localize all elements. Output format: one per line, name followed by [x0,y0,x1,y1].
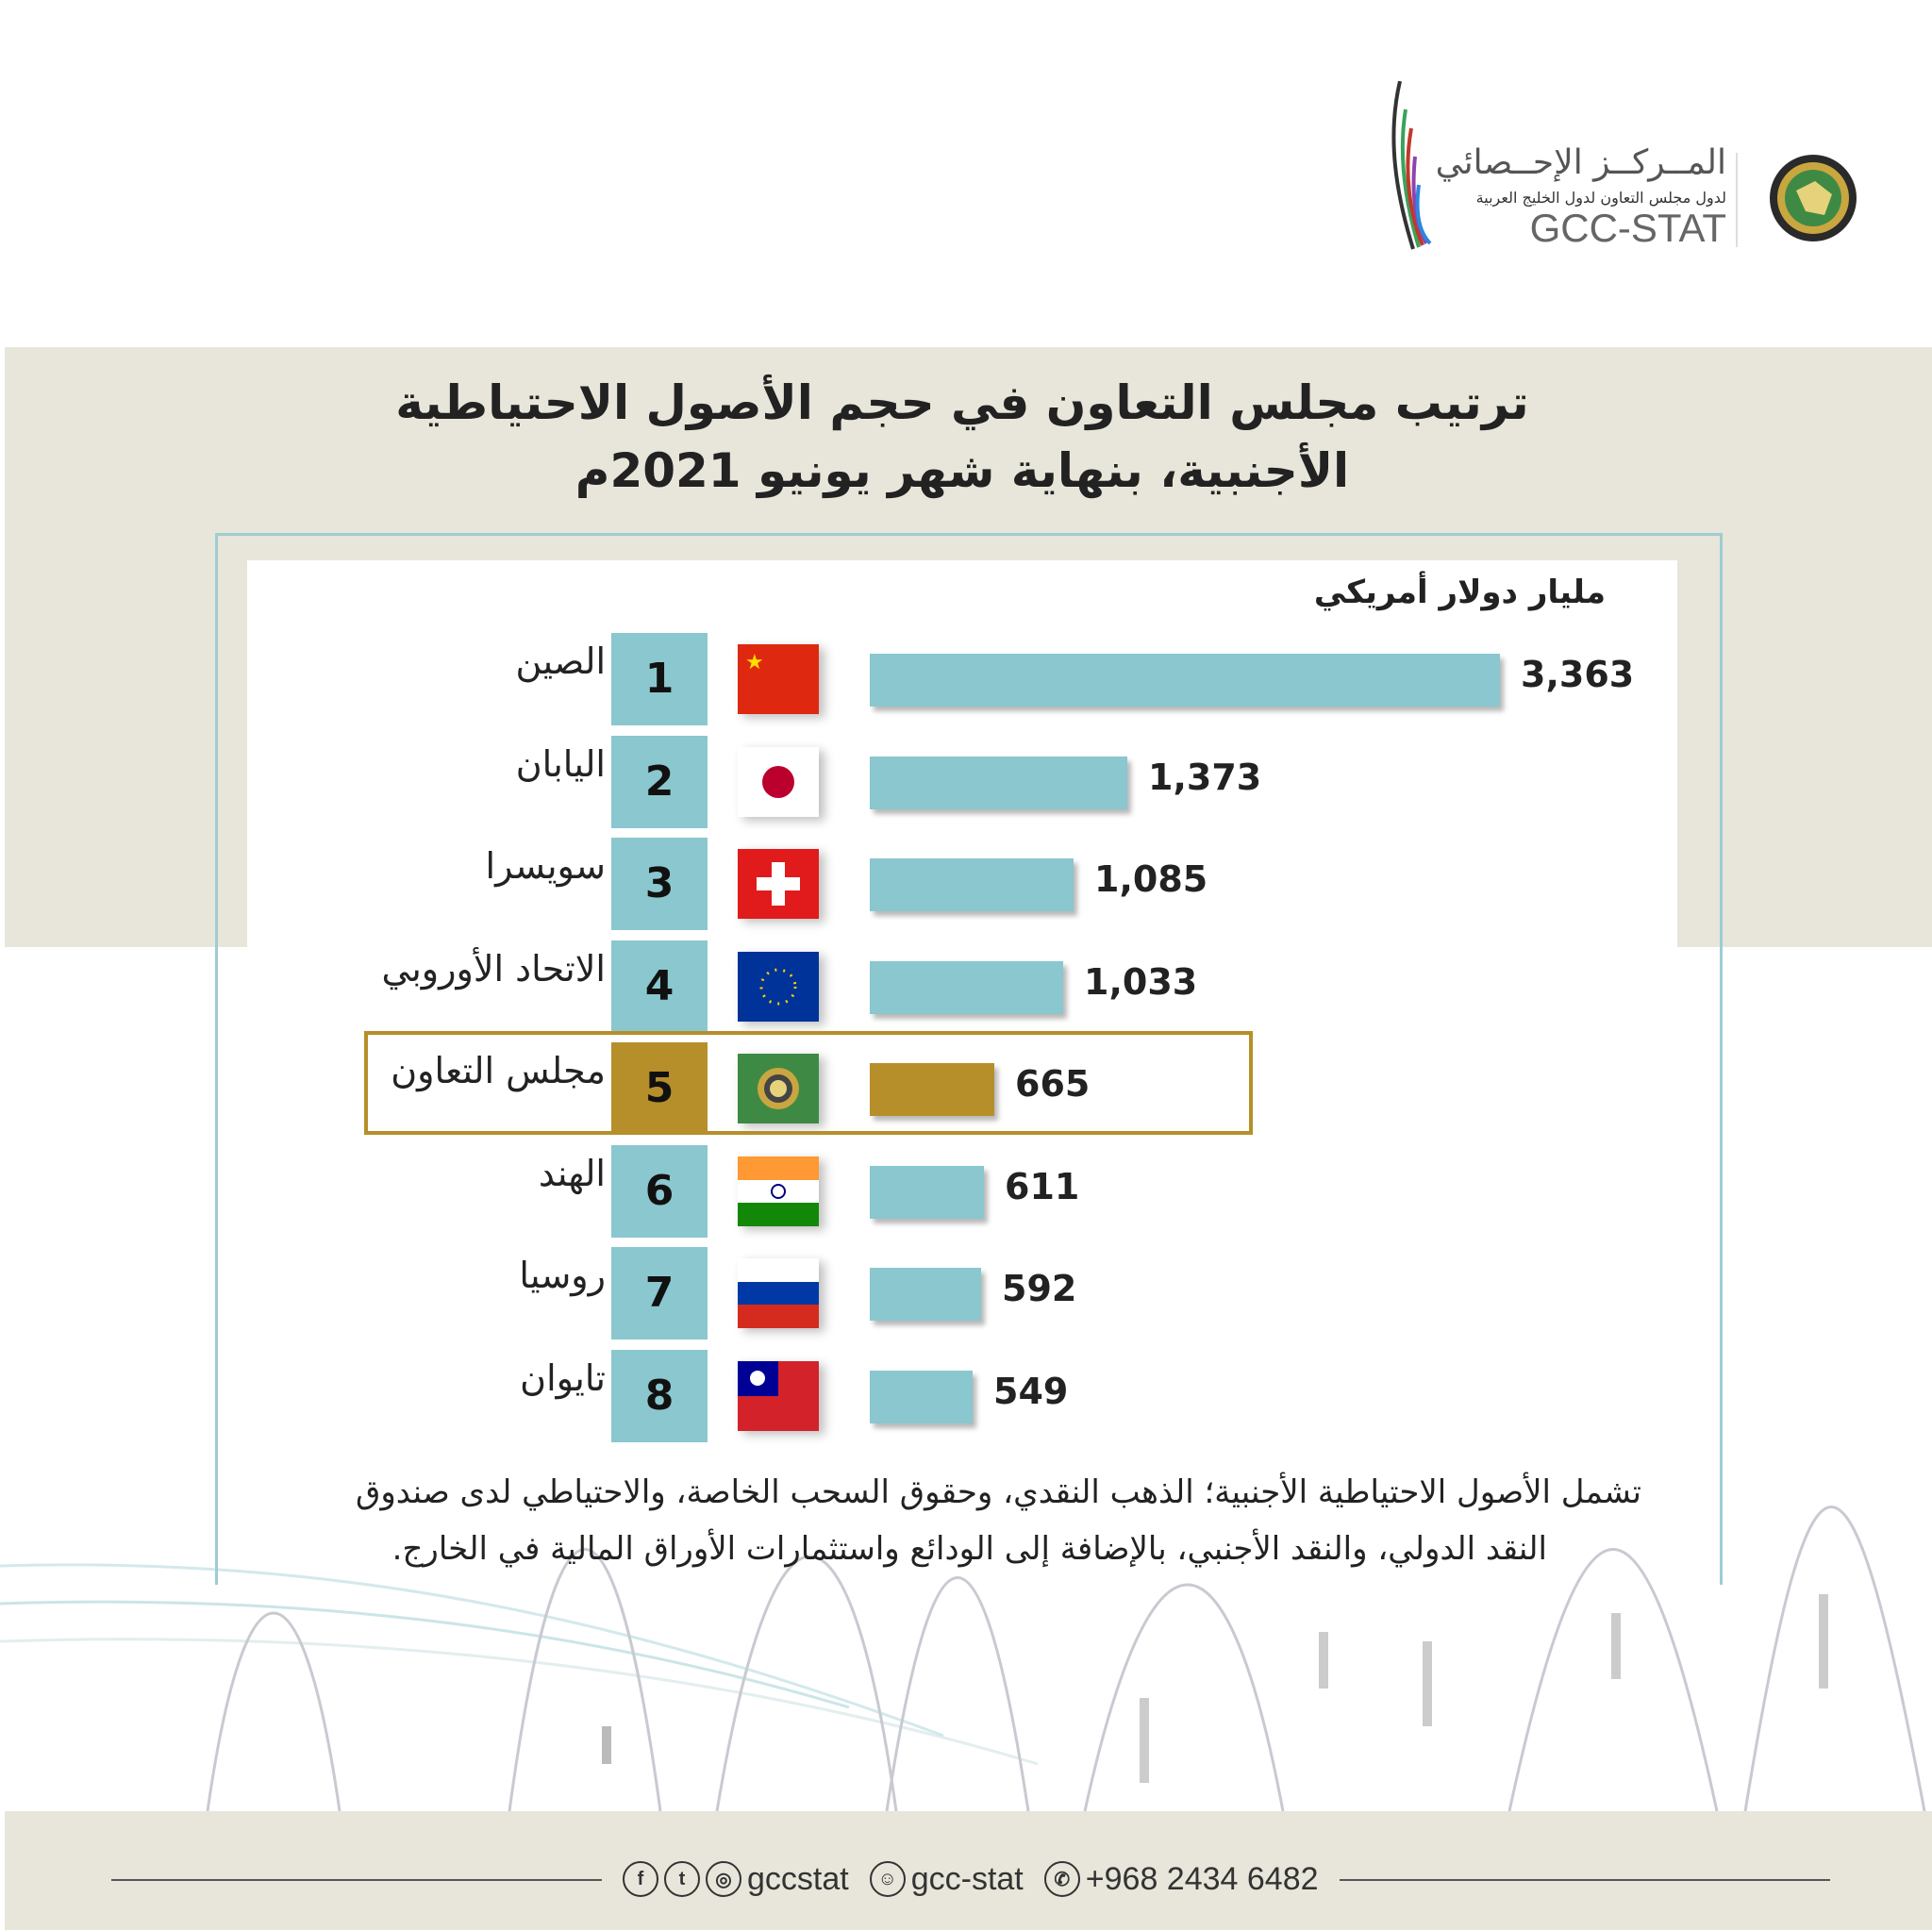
bar [870,757,1127,809]
gcc-emblem-icon [1768,153,1858,243]
footer-line-right [1340,1879,1830,1881]
data-label: 1,085 [1094,858,1208,900]
bar [870,1371,973,1423]
twitter-icon[interactable]: t [664,1861,700,1897]
whatsapp-icon[interactable]: ✆ [1044,1861,1080,1897]
bar [870,961,1063,1014]
category-label: مجلس التعاون [391,1050,606,1091]
data-label: 611 [1005,1165,1080,1207]
logo-arabic-name: المــركــز الإحــصائي [1435,143,1726,182]
facebook-icon[interactable]: f [623,1861,658,1897]
data-label: 665 [1015,1063,1091,1105]
category-label: الهند [538,1152,606,1194]
gcc-stat-logo [1387,75,1877,264]
gcc-highlight-frame [364,1031,1253,1135]
india-flag-icon [738,1156,819,1226]
logo-separator [1736,153,1738,247]
snapchat-icon[interactable]: ☺ [870,1861,906,1897]
data-label: 549 [993,1370,1069,1412]
category-label: الاتحاد الأوروبي [381,947,606,990]
category-label: الصين [515,641,606,682]
rank-badge: 7 [611,1247,708,1339]
rank-badge: 8 [611,1350,708,1442]
rank-badge: 5 [611,1042,708,1135]
rank-badge: 1 [611,633,708,725]
rank-badge: 2 [611,736,708,828]
rank-badge: 3 [611,838,708,930]
svg-text:★: ★ [745,651,764,674]
logo-english-name: GCC-STAT [1529,206,1726,250]
social-handle[interactable]: gccstat [747,1860,849,1897]
bar [870,654,1500,707]
instagram-icon[interactable]: ◎ [706,1861,741,1897]
category-label: سويسرا [485,845,606,887]
data-label: 592 [1002,1268,1077,1309]
eu-flag-icon [738,952,819,1022]
category-label: اليابان [515,742,606,785]
category-label: تايوان [520,1356,606,1399]
data-label: 1,033 [1084,960,1198,1003]
footer-contacts [623,1855,1319,1904]
rank-badge: 6 [611,1145,708,1238]
chart-title-line1: ترتيب مجلس التعاون في حجم الأصول الاحتياطية [395,375,1529,430]
russia-flag-icon [738,1258,819,1328]
unit-label: مليار دولار أمريكي [1313,574,1606,611]
bar [870,1166,984,1219]
category-label: روسيا [519,1255,606,1296]
bar [870,858,1074,911]
japan-flag-icon [738,747,819,817]
footer-line-left [111,1879,602,1881]
footnote-line1: تشمل الأصول الاحتياطية الأجنبية؛ الذهب النقدي، وحقوق السحب الخاصة، والاحتياطي لدى صندوق [355,1473,1641,1511]
taiwan-flag-icon [738,1361,819,1431]
data-label: 3,363 [1521,654,1635,695]
footnote-line2: النقد الدولي، والنقد الأجنبي، بالإضافة إلى الودائع واستثمارات الأوراق المالية في الخارج. [391,1530,1547,1568]
phone-number[interactable]: +968 2434 6482 [1085,1860,1319,1897]
logo-arabic-subtitle: لدول مجلس التعاون لدول الخليج العربية [1475,189,1726,207]
data-label: 1,373 [1148,756,1262,798]
china-flag-icon [738,644,819,714]
bar [870,1268,981,1321]
switzerland-flag-icon [738,849,819,919]
snapchat-handle[interactable]: gcc-stat [910,1860,1024,1897]
chart-title-line2: الأجنبية، بنهاية شهر يونيو 2021م [575,443,1350,498]
rank-badge: 4 [611,940,708,1033]
